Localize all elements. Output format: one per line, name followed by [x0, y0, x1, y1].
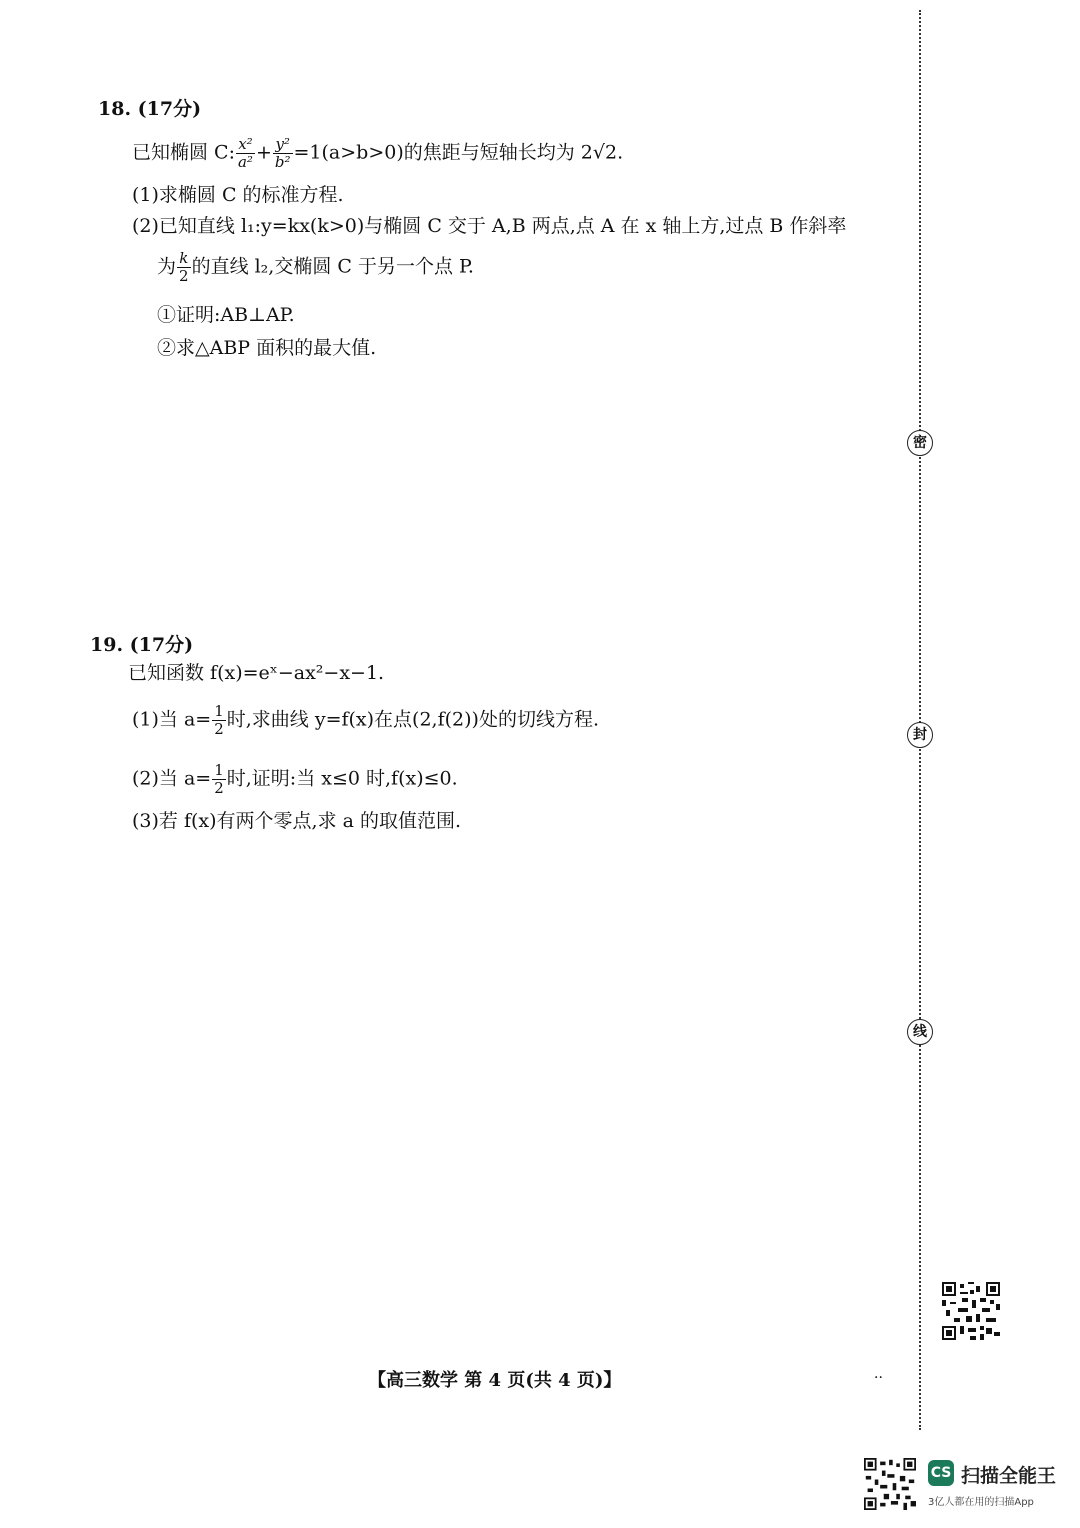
- q18-fraction-k: $\frac{k}{2}$: [179, 249, 189, 285]
- q18-stem-a: 已知椭圆 C:: [132, 141, 235, 164]
- q18-sub1: ①证明:AB⊥AP.: [157, 304, 295, 326]
- q19-part1: [132, 703, 599, 738]
- seal-mark-feng: 封: [907, 722, 933, 748]
- q19-part2-post: 时,证明:当 x≤0 时,f(x)≤0.: [226, 767, 458, 790]
- q18-heading: 18. (17分): [98, 98, 202, 120]
- q18-part2-line1: (2)已知直线 l₁:y=kx(k>0)与椭圆 C 交于 A,B 两点,点 A 在 x 轴上方,过点 B 作斜率: [132, 215, 847, 237]
- q18-part2-post: 的直线 l₂,交椭圆 C 于另一个点 P.: [191, 255, 474, 278]
- scanner-qr-icon: [864, 1458, 916, 1510]
- q18-plus: +: [255, 141, 272, 164]
- q18-sub2: ②求△ABP 面积的最大值.: [157, 337, 377, 359]
- seal-dotted-line: [919, 10, 921, 1430]
- q18-part2-pre: 为: [157, 255, 177, 278]
- q18-fraction-y: $\frac{\text{y²}}{\text{b²}}$: [274, 135, 291, 171]
- q19-part3: (3)若 f(x)有两个零点,求 a 的取值范围.: [132, 810, 462, 832]
- q19-stem: 已知函数 f(x)=eˣ−ax²−x−1.: [128, 662, 385, 684]
- qr-code-icon: [942, 1282, 1000, 1340]
- camscanner-logo-icon: CS: [928, 1460, 954, 1486]
- q19-part1-pre: (1)当 a=: [132, 708, 212, 731]
- q19-part2: [132, 762, 458, 797]
- seal-mark-mi: 密: [907, 430, 933, 456]
- footer-mark: ··: [874, 1370, 883, 1386]
- q19-part1-fraction: $\frac{1}{2}$: [214, 702, 224, 738]
- scanner-brand-name: 扫描全能王: [961, 1465, 1057, 1487]
- q18-part2-line2: [157, 250, 474, 285]
- q18-stem: [132, 136, 623, 171]
- scanner-tagline: 3亿人都在用的扫描App: [928, 1497, 1034, 1508]
- seal-mark-xian: 线: [907, 1019, 933, 1045]
- page-footer: 【高三数学 第 4 页(共 4 页)】: [368, 1370, 622, 1391]
- q19-part2-fraction: $\frac{1}{2}$: [214, 761, 224, 797]
- q19-part2-pre: (2)当 a=: [132, 767, 212, 790]
- q18-part1: (1)求椭圆 C 的标准方程.: [132, 184, 344, 206]
- q18-stem-b: =1(a>b>0)的焦距与短轴长均为 2√2.: [293, 141, 624, 164]
- q18-fraction-x: $\frac{\text{x²}}{\text{a²}}$: [237, 135, 253, 171]
- q19-part1-post: 时,求曲线 y=f(x)在点(2,f(2))处的切线方程.: [226, 708, 599, 731]
- q19-heading: 19. (17分): [90, 634, 194, 656]
